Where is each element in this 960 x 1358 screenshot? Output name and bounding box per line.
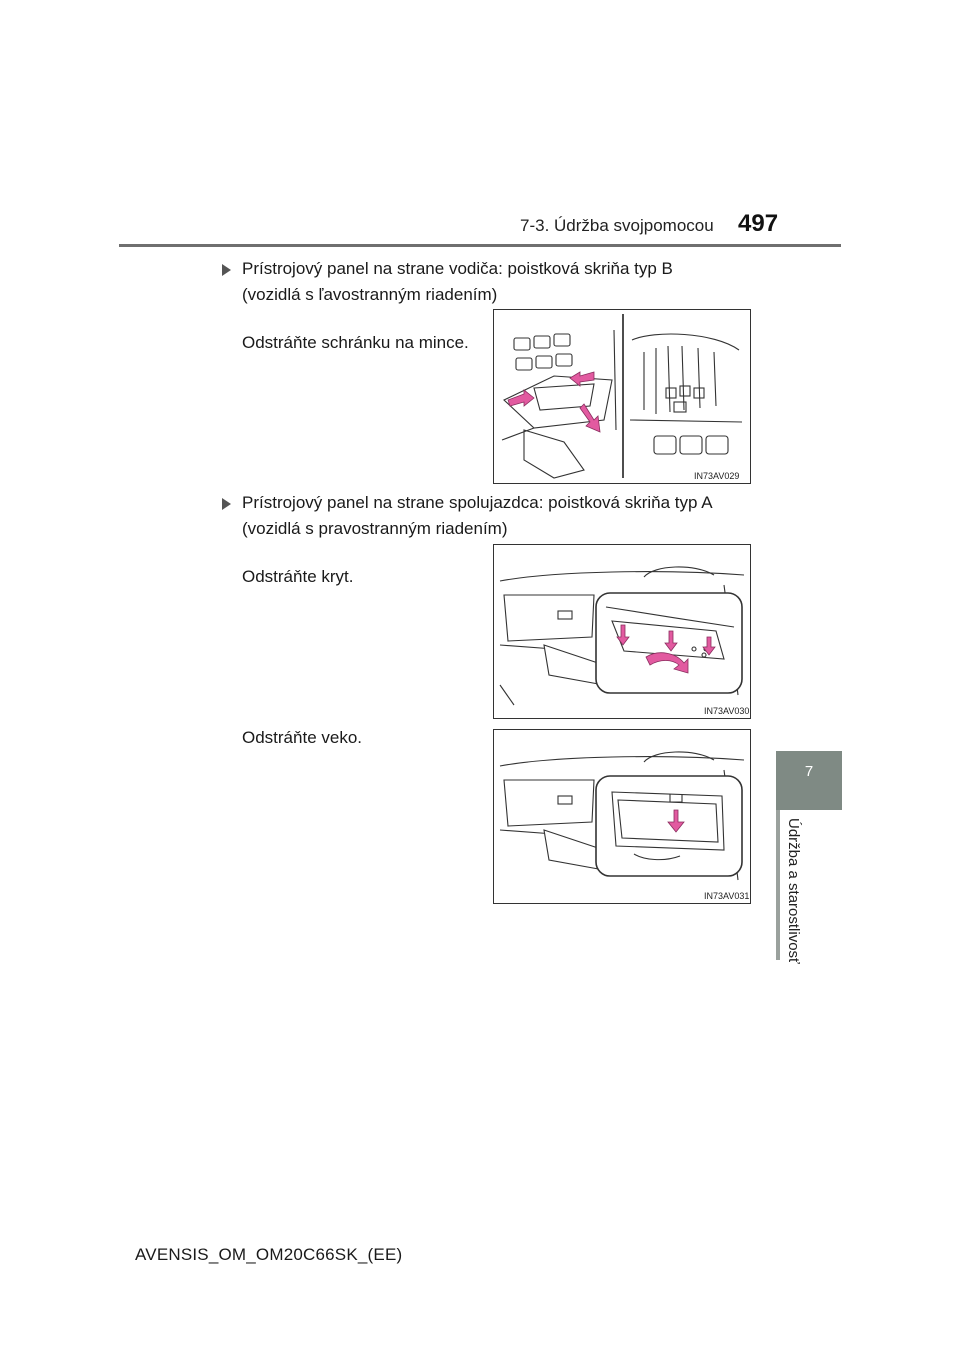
triangle-bullet-icon <box>222 264 231 276</box>
chapter-title: Údržba a starostlivosť <box>785 818 802 964</box>
document-id: AVENSIS_OM_OM20C66SK_(EE) <box>135 1245 403 1264</box>
chapter-number: 7 <box>804 763 814 780</box>
page-number: 497 <box>738 210 779 237</box>
bullet-item-driver-panel <box>222 256 673 308</box>
step-remove-coin-box: Odstráňte schránku na mince. <box>242 333 469 352</box>
header-divider <box>119 244 841 247</box>
item-subtitle: (vozidlá s ľavostranným riadením) <box>242 285 498 304</box>
section-title: 7-3. Údržba svojpomocou <box>520 216 714 235</box>
item-title: Prístrojový panel na strane vodiča: poistková skriňa typ B <box>242 259 673 278</box>
figure-cover <box>493 544 751 719</box>
triangle-bullet-icon <box>222 498 231 510</box>
lid-illustration <box>494 730 750 903</box>
figure-coin-box <box>493 309 751 484</box>
chapter-tab <box>776 751 842 810</box>
item-subtitle: (vozidlá s pravostranným riadením) <box>242 519 508 538</box>
figure-code: IN73AV029 <box>694 471 740 481</box>
figure-code: IN73AV031 <box>704 891 750 901</box>
bullet-item-passenger-panel <box>222 490 713 542</box>
item-title: Prístrojový panel na strane spolujazdca: poistková skriňa typ A <box>242 493 713 512</box>
figure-code: IN73AV030 <box>704 706 750 716</box>
figure-lid <box>493 729 751 904</box>
chapter-tab-bar <box>776 810 780 960</box>
coin-box-illustration <box>494 310 750 483</box>
cover-illustration <box>494 545 750 718</box>
step-remove-cover: Odstráňte kryt. <box>242 567 354 586</box>
step-remove-lid: Odstráňte veko. <box>242 728 363 747</box>
arrow-icon <box>508 372 600 432</box>
